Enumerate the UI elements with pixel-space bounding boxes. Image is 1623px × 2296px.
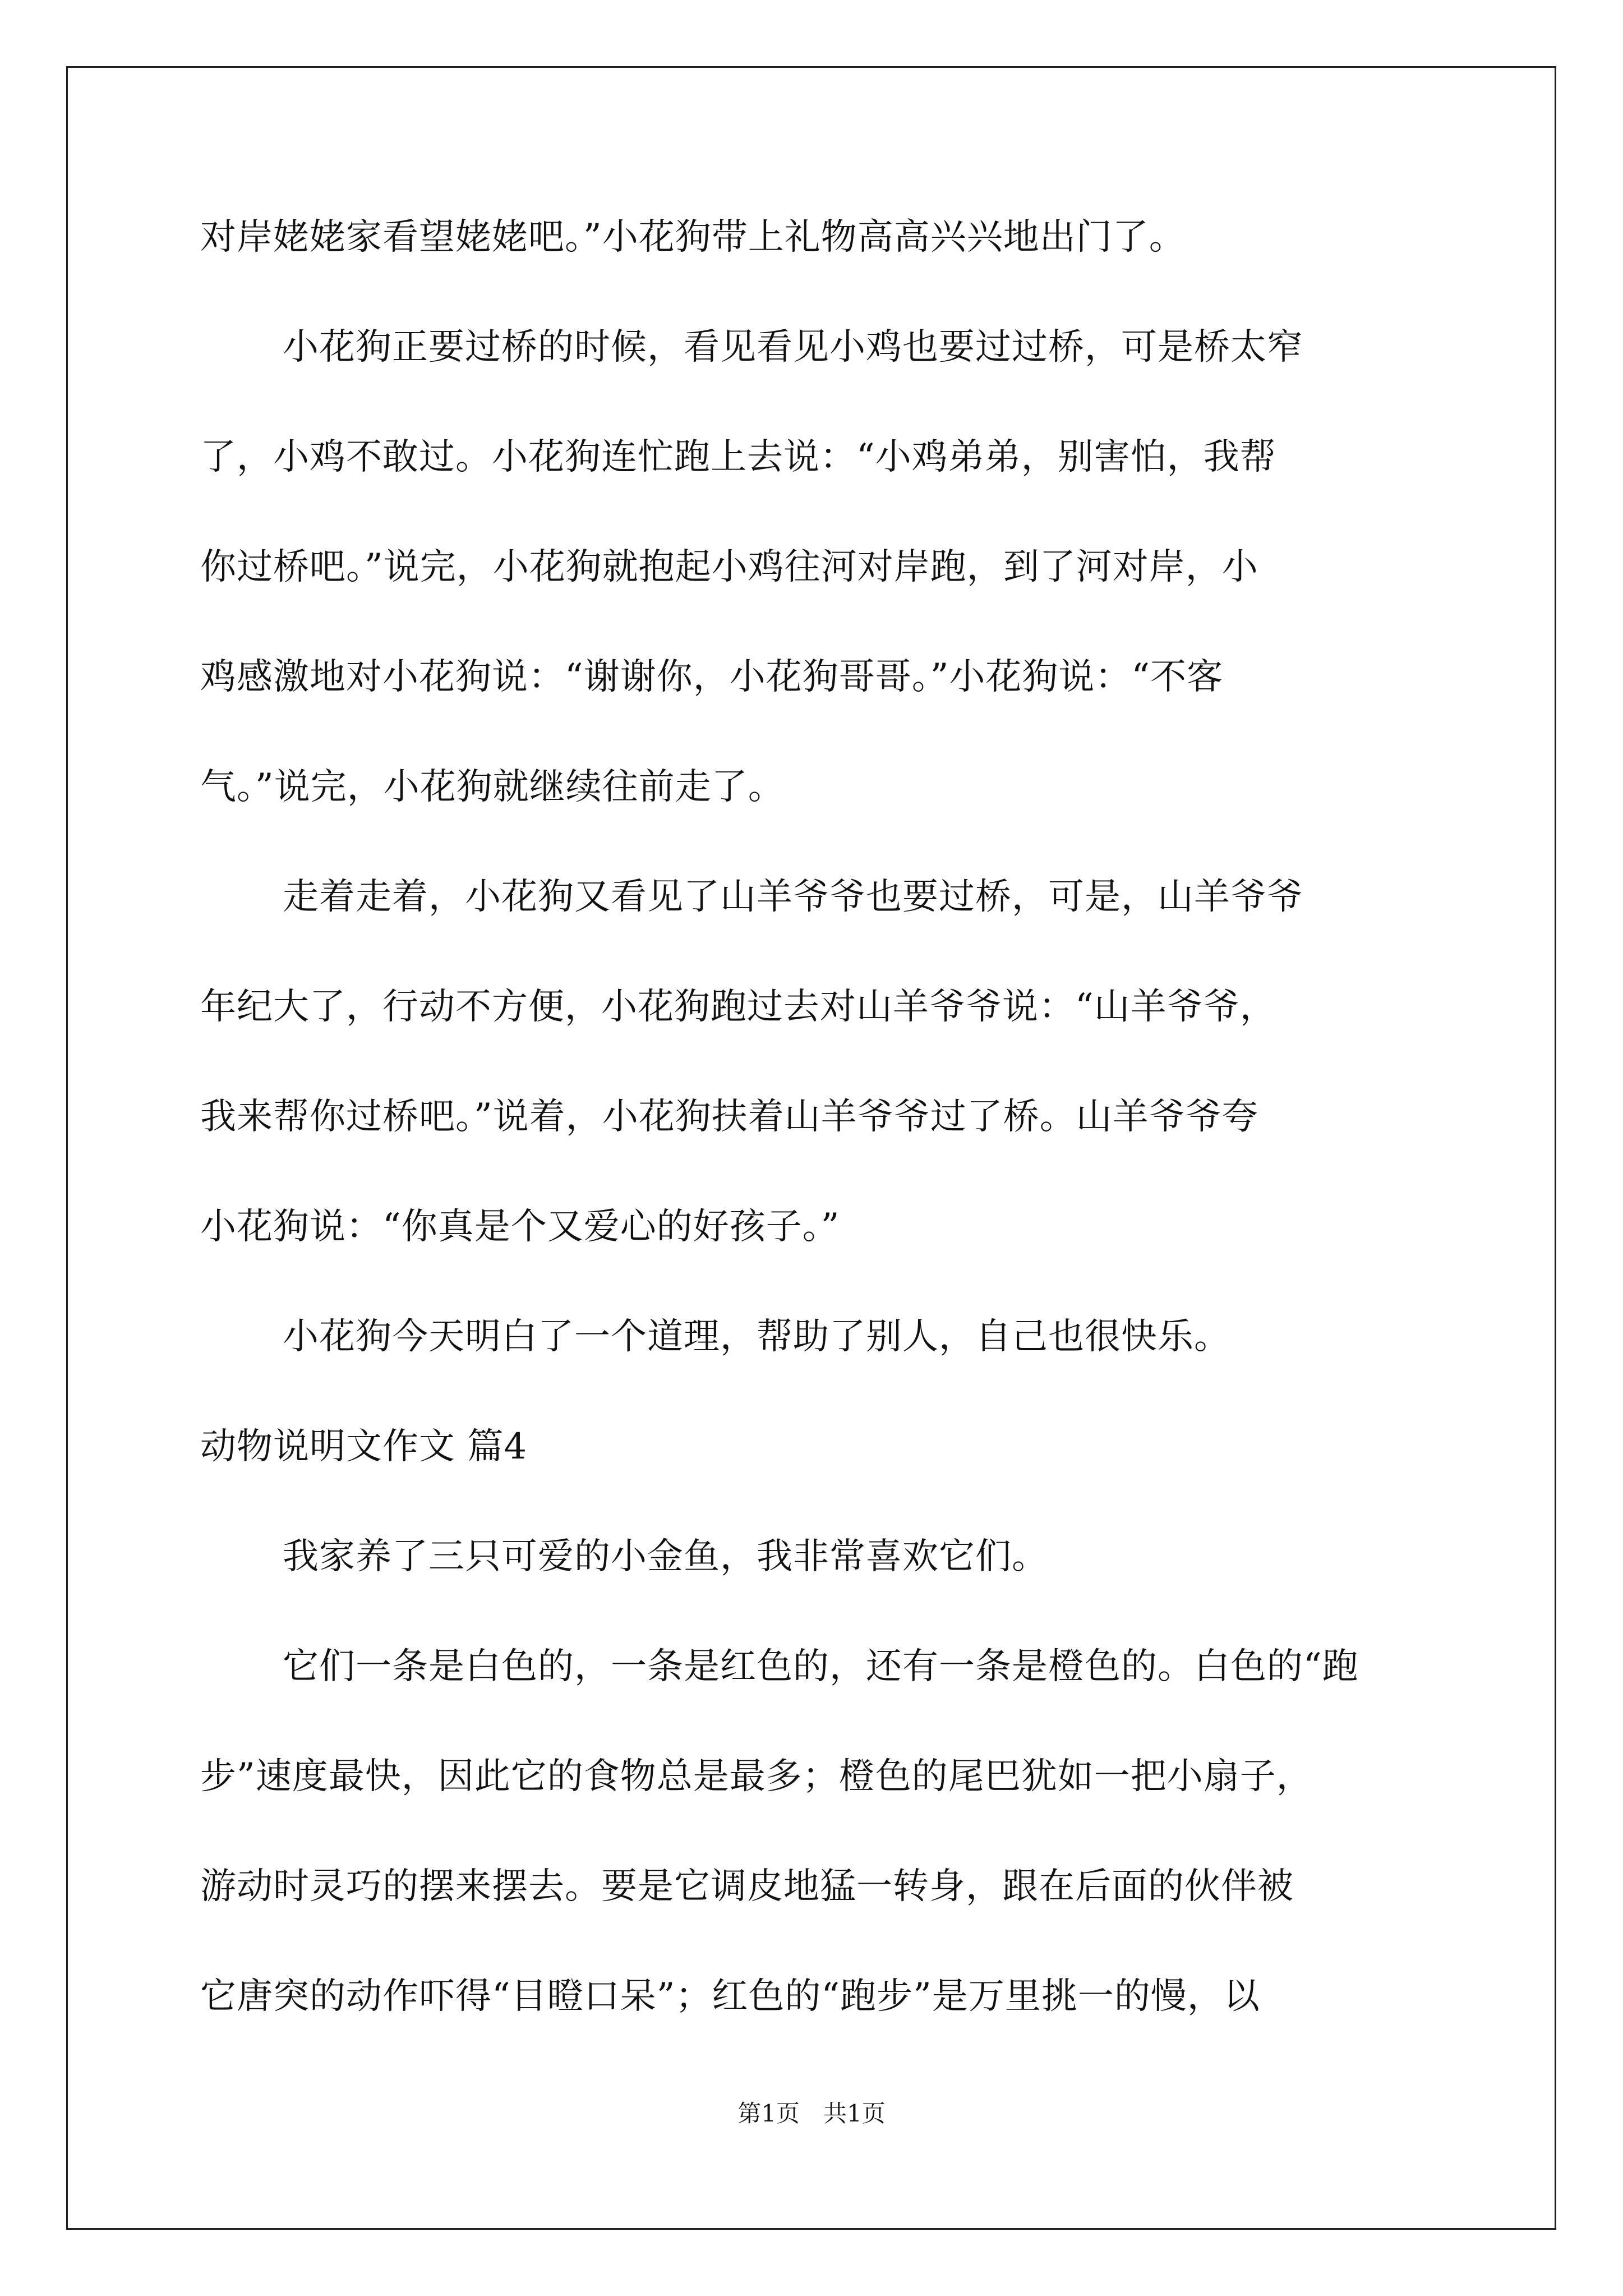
paragraph-line: 小花狗说：“你真是个又爱心的好孩子。”	[200, 1206, 840, 1248]
paragraph-line: 年纪大了，行动不方便，小花狗跑过去对山羊爷爷说：“山羊爷爷，	[200, 986, 1276, 1028]
page-footer: 第1页 共1页	[737, 2100, 886, 2127]
paragraph-line: 小花狗今天明白了一个道理，帮助了别人，自己也很快乐。	[283, 1316, 1230, 1358]
paragraph-line: 它唐突的动作吓得“目瞪口呆”；红色的“跑步”是万里挑一的慢，以	[200, 1976, 1260, 2017]
paragraph-line: 游动时灵巧的摆来摆去。要是它调皮地猛一转身，跟在后面的伙伴被	[200, 1866, 1294, 1907]
paragraph-line: 鸡感激地对小花狗说：“谢谢你，小花狗哥哥。”小花狗说：“不客	[200, 656, 1224, 698]
paragraph-line: 对岸姥姥家看望姥姥吧。”小花狗带上礼物高高兴兴地出门了。	[200, 217, 1186, 258]
paragraph-line: 它们一条是白色的，一条是红色的，还有一条是橙色的。白色的“跑	[283, 1646, 1359, 1687]
paragraph-line: 我家养了三只可爱的小金鱼，我非常喜欢它们。	[283, 1536, 1048, 1577]
paragraph-line: 了，小鸡不敢过。小花狗连忙跑上去说：“小鸡弟弟，别害怕，我帮	[200, 436, 1276, 478]
paragraph-line: 气。”说完，小花狗就继续往前走了。	[200, 766, 785, 808]
paragraph-line: 我来帮你过桥吧。”说着，小花狗扶着山羊爷爷过了桥。山羊爷爷夸	[200, 1096, 1258, 1138]
section-heading: 动物说明文作文 篇4	[200, 1426, 528, 1467]
paragraph-line: 走着走着，小花狗又看见了山羊爷爷也要过桥，可是，山羊爷爷	[283, 876, 1303, 918]
paragraph-line: 步”速度最快，因此它的食物总是最多；橙色的尾巴犹如一把小扇子，	[200, 1756, 1313, 1797]
paragraph-line: 你过桥吧。”说完，小花狗就抱起小鸡往河对岸跑，到了河对岸，小	[200, 546, 1258, 588]
paragraph-line: 小花狗正要过桥的时候，看见看见小鸡也要过过桥，可是桥太窄	[283, 326, 1303, 368]
